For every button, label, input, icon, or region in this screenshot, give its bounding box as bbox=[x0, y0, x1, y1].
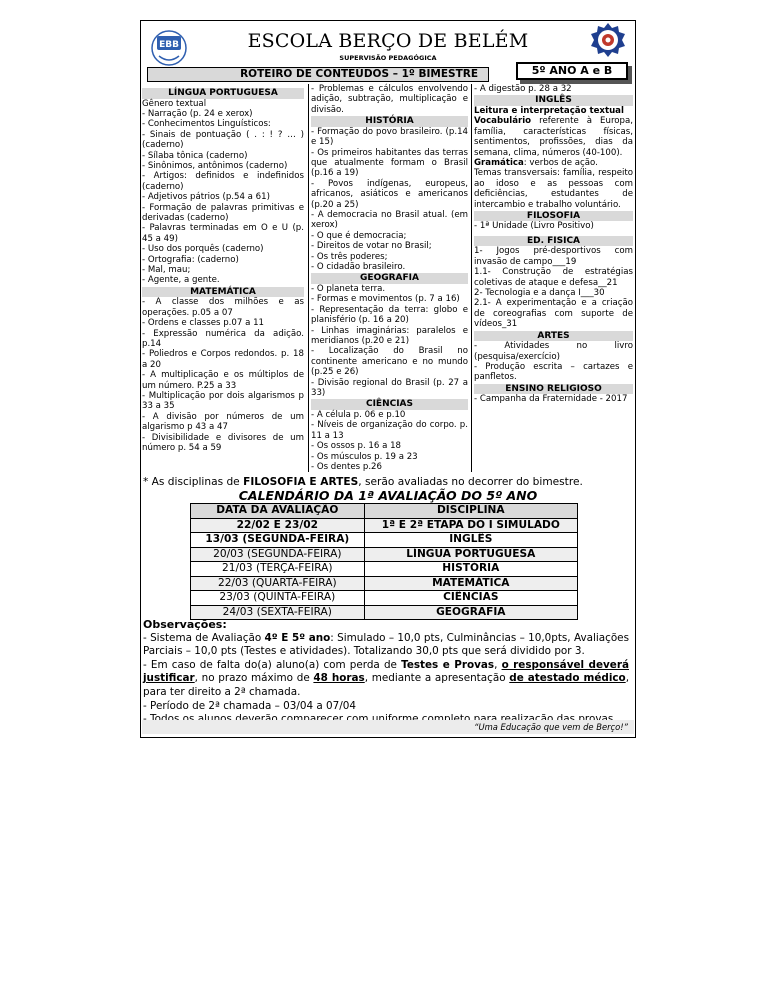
ingles-leitura: Leitura e interpretação textual bbox=[474, 105, 624, 116]
list-item: - Palavras terminadas em O e U (p. 45 a 49) bbox=[142, 223, 304, 244]
calendar-header-subject: DISCIPLINA bbox=[364, 504, 577, 519]
calendar-row bbox=[191, 576, 578, 591]
calendar-date-cell: 21/03 (TERÇA-FEIRA) bbox=[191, 562, 365, 577]
list-item: - Agente, a gente. bbox=[142, 275, 220, 286]
observation-absence-policy: - Em caso de falta do(a) aluno(a) com perda de Testes e Provas, o responsável deverá justificar, no prazo máximo de 48 horas, mediante a apresentação de atestado médico, para ter direito a 2ª chamada. bbox=[143, 658, 629, 698]
list-item: - Os ossos p. 16 a 18 bbox=[311, 441, 402, 452]
section-title-ciencias: CIÊNCIAS bbox=[311, 399, 468, 410]
calendar-body bbox=[191, 518, 578, 620]
content-columns bbox=[141, 84, 635, 472]
list-item: - O que é democracia; bbox=[311, 230, 407, 241]
observations-title: Observações: bbox=[143, 618, 227, 631]
section-title-ensino-religioso: ENSINO RELIGIOSO bbox=[474, 384, 633, 395]
list-item: - Direitos de votar no Brasil; bbox=[311, 241, 432, 252]
geografia-list bbox=[311, 284, 468, 398]
ed-fisica-list bbox=[474, 246, 633, 329]
calendar-subject-cell: INGLÊS bbox=[364, 533, 577, 548]
column-ingles-filosofia-outros bbox=[471, 84, 635, 472]
footer-motto: “Uma Educação que vem de Berço!” bbox=[142, 720, 634, 734]
list-item: 1.1- Construção de estratégias coletivas de ataque e defesa__21 bbox=[474, 267, 633, 288]
list-item: - Sinais de pontuação ( . : ! ? … ) (caderno) bbox=[142, 129, 304, 151]
list-item: - Representação da terra: globo e planisfério (p. 16 a 20) bbox=[311, 304, 468, 326]
calendar-row bbox=[191, 518, 578, 533]
calendar-subject-cell: MATEMÁTICA bbox=[364, 576, 577, 591]
calendar-row bbox=[191, 562, 578, 577]
list-item: - Uso dos porquês (caderno) bbox=[142, 244, 264, 255]
ingles-temas-transversais: Temas transversais: família, respeito ao idoso e as pessoas com deficiências, estudantes de intercambio e trabalho voluntário. bbox=[474, 168, 633, 210]
list-item: - O cidadão brasileiro. bbox=[311, 262, 406, 272]
list-item: - Conhecimentos Linguísticos: bbox=[142, 119, 271, 130]
list-item: - Ortografia: (caderno) bbox=[142, 254, 239, 265]
list-item: - A multiplicação e os múltiplos de um número. P.25 a 33 bbox=[142, 370, 304, 391]
list-item: - A célula p. 06 e p.10 bbox=[311, 409, 406, 420]
list-item: - Poliedros e Corpos redondos. p. 18 a 20 bbox=[142, 349, 304, 370]
list-item: - Campanha da Fraternidade - 2017 bbox=[474, 394, 628, 405]
calendar-row bbox=[191, 547, 578, 562]
calendar-header-row bbox=[191, 504, 578, 519]
calendar-row bbox=[191, 591, 578, 606]
list-item: - Mal, mau; bbox=[142, 265, 191, 275]
list-item: - Adjetivos pátrios (p.54 a 61) bbox=[142, 192, 270, 203]
section-title-ed-fisica: ED. FISICA bbox=[474, 236, 633, 247]
calendar-date-cell: 13/03 (SEGUNDA-FEIRA) bbox=[191, 533, 365, 548]
filosofia-artes-note: * As disciplinas de FILOSOFIA E ARTES, serão avaliadas no decorrer do bimestre. bbox=[143, 476, 583, 488]
calendar-date-cell: 22/03 (QUARTA-FEIRA) bbox=[191, 576, 365, 591]
section-title-ingles: INGLÊS bbox=[474, 95, 633, 106]
section-title-matematica: MATEMÁTICA bbox=[142, 287, 304, 298]
list-item: 2- Tecnologia e a dança I___30 bbox=[474, 288, 605, 298]
lingua-portuguesa-list bbox=[142, 99, 304, 286]
list-item: - Os dentes p.26 bbox=[311, 461, 382, 472]
svg-text:EBB: EBB bbox=[159, 40, 179, 50]
list-item: - 1ª Unidade (Livro Positivo) bbox=[474, 221, 594, 232]
list-item: - Localização do Brasil no continente americano e no mundo (p.25 e 26) bbox=[311, 346, 468, 378]
list-item: - Problemas e cálculos envolvendo adição, subtração, multiplicação e divisão. bbox=[311, 84, 468, 115]
list-item: - Expressão numérica da adição. p.14 bbox=[142, 328, 304, 349]
list-item: - Formas e movimentos (p. 7 a 16) bbox=[311, 294, 460, 305]
section-title-geografia: GEOGRAFIA bbox=[311, 273, 468, 284]
list-item: - Povos indígenas, europeus, africanos, asiáticos e americanos (p.20 a 25) bbox=[311, 178, 468, 210]
observation-evaluation-system: - Sistema de Avaliação 4º E 5º ano: Simulado – 10,0 pts, Culminâncias – 10,0pts, Avaliações Parciais – 10,0 pts (Testes e atividades). Totalizando 30,0 pts que será dividido por 3. bbox=[143, 631, 629, 658]
column-portugues-matematica bbox=[142, 84, 307, 472]
ensino-religioso-list bbox=[474, 394, 633, 404]
section-title-artes: ARTES bbox=[474, 331, 633, 342]
list-item: - Atividades no livro (pesquisa/exercício) bbox=[474, 341, 633, 362]
calendar-date-cell: 23/03 (QUINTA-FEIRA) bbox=[191, 591, 365, 606]
list-item: - O planeta terra. bbox=[311, 283, 386, 294]
calendar-date-cell: 22/02 E 23/02 bbox=[191, 518, 365, 533]
artes-list bbox=[474, 341, 633, 383]
observation-second-call-period: - Período de 2ª chamada – 03/04 a 07/04 bbox=[143, 699, 356, 712]
list-item: - Sinônimos, antônimos (caderno) bbox=[142, 160, 288, 171]
list-item: - Os músculos p. 19 a 23 bbox=[311, 451, 418, 462]
list-item: - A digestão p. 28 a 32 bbox=[474, 84, 572, 94]
school-name: ESCOLA BERÇO DE BELÉM bbox=[247, 30, 529, 52]
list-item: - Sílaba tônica (caderno) bbox=[142, 150, 248, 161]
list-item: - Os primeiros habitantes das terras que atualmente formam o Brasil (p.16 a 19) bbox=[311, 147, 468, 179]
list-item: - Formação do povo brasileiro. (p.14 e 15) bbox=[311, 126, 468, 148]
list-item: - A divisão por números de um algarismo p 43 a 47 bbox=[142, 411, 304, 433]
list-item: - Narração (p. 24 e xerox) bbox=[142, 108, 253, 119]
calendar-title: CALENDÁRIO DA 1ª AVALIAÇÃO DO 5º ANO bbox=[238, 488, 538, 503]
calendar-subject-cell: LÍNGUA PORTUGUESA bbox=[364, 547, 577, 562]
calendar-date-cell: 24/03 (SEXTA-FEIRA) bbox=[191, 605, 365, 620]
section-title-lingua-portuguesa: LÍNGUA PORTUGUESA bbox=[142, 88, 304, 99]
list-item: - A democracia no Brasil atual. (em xerox) bbox=[311, 209, 468, 231]
list-item: - Formação de palavras primitivas e derivadas (caderno) bbox=[142, 202, 304, 223]
list-item: - Divisão regional do Brasil (p. 27 a 33) bbox=[311, 377, 468, 398]
historia-list bbox=[311, 127, 468, 273]
matematica-list bbox=[142, 297, 304, 453]
list-item: - Produção escrita – cartazes e panfletos. bbox=[474, 361, 633, 383]
matematica-continued-list bbox=[311, 84, 468, 115]
ciencias-continued-list bbox=[474, 84, 633, 94]
roteiro-title: ROTEIRO DE CONTEÚDOS – 1º BIMESTRE bbox=[147, 67, 489, 82]
calendar-subject-cell: GEOGRAFIA bbox=[364, 605, 577, 620]
ingles-gramatica: Gramática: verbos de ação. bbox=[474, 157, 598, 168]
calendar-subject-cell: CIÊNCIAS bbox=[364, 591, 577, 606]
list-item: - Divisibilidade e divisores de um número p. 54 a 59 bbox=[142, 432, 304, 453]
list-item: - Artigos: definidos e indefinidos (caderno) bbox=[142, 171, 304, 192]
ingles-vocabulario: Vocabulário referente à Europa, família, características físicas, sentimentos, profissões, dias da semana, clima, números (40-100). bbox=[474, 116, 633, 158]
calendar-table bbox=[190, 503, 578, 620]
calendar-subject-cell: 1ª E 2ª ETAPA DO I SIMULADO bbox=[364, 518, 577, 533]
school-seal-right bbox=[590, 22, 626, 58]
calendar-header-date: DATA DA AVALIAÇÃO bbox=[191, 504, 365, 519]
list-item: - Níveis de organização do corpo. p. 11 a 13 bbox=[311, 420, 468, 441]
list-item: - Os três poderes; bbox=[311, 251, 388, 262]
list-item: - Linhas imaginárias: paralelos e meridianos (p.20 e 21) bbox=[311, 325, 468, 346]
list-item: 2.1- A experimentação e a criação de coreografias com suporte de vídeos_31 bbox=[474, 298, 633, 330]
observations bbox=[143, 618, 629, 727]
calendar-subject-cell: HISTÓRIA bbox=[364, 562, 577, 577]
section-title-filosofia: FILOSOFIA bbox=[474, 211, 633, 222]
class-label: 5º ANO A e B bbox=[516, 62, 628, 80]
list-item: - Ordens e classes p.07 a 11 bbox=[142, 318, 265, 329]
list-item: Gênero textual bbox=[142, 98, 207, 109]
calendar-date-cell: 20/03 (SEGUNDA-FEIRA) bbox=[191, 547, 365, 562]
list-item: - A classe dos milhões e as operações. p.05 a 07 bbox=[142, 297, 304, 318]
calendar-row bbox=[191, 533, 578, 548]
supervision-subtitle: SUPERVISÃO PEDAGÓGICA bbox=[339, 54, 437, 62]
filosofia-list bbox=[474, 221, 633, 231]
ciencias-list bbox=[311, 410, 468, 472]
list-item: 1- Jogos pré-desportivos com invasão de campo___19 bbox=[474, 246, 633, 267]
section-title-historia: HISTÓRIA bbox=[311, 116, 468, 127]
school-logo-left bbox=[150, 26, 188, 70]
list-item: - Multiplicação por dois algarismos p 33 a 35 bbox=[142, 390, 304, 412]
column-historia-geografia-ciencias bbox=[308, 84, 470, 472]
